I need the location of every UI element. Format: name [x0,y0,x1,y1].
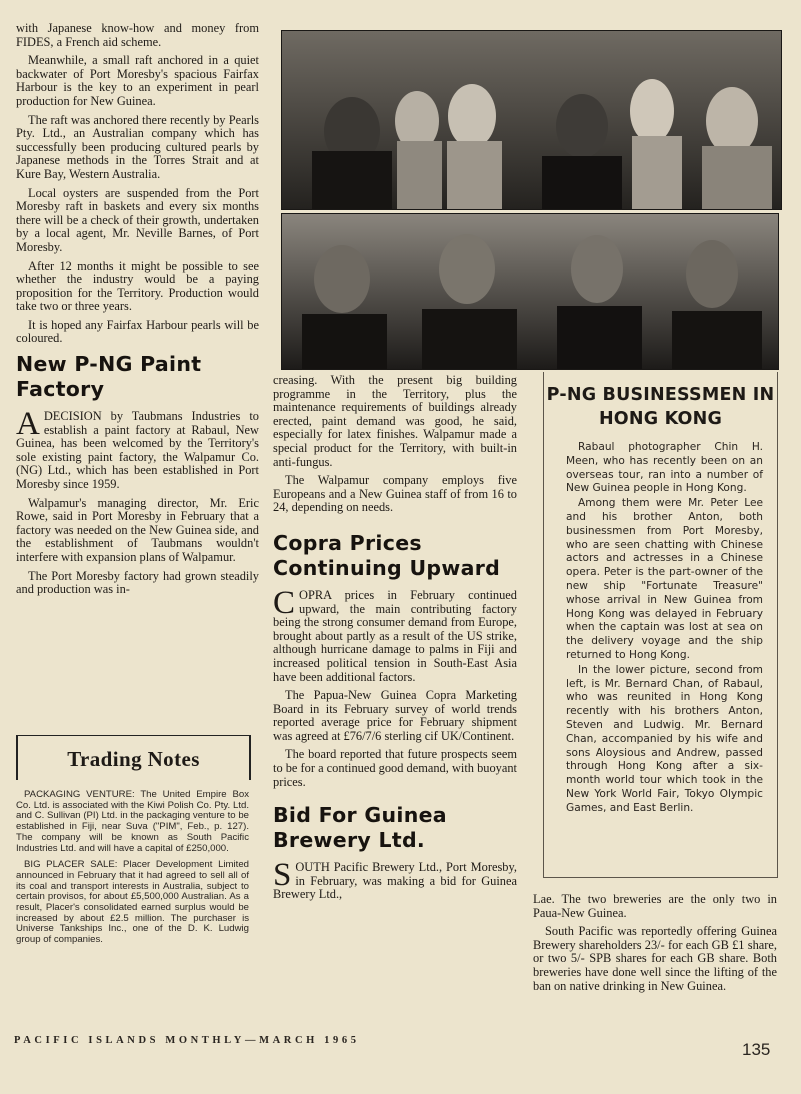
trading-notes-column [16,790,249,952]
paint-dropcap: A [16,406,40,443]
trading-notes-title: Trading Notes [67,747,200,771]
brewery-continued-paragraph: South Pacific was reportedly offering Guinea Brewery shareholders 23/- for each GB £1 share, or two 5/- SPB shares for each GB share. Both breweries have done well since the lifting of the ban on native drinking in New Guinea. [533,924,777,993]
bernard-chan-brothers-photo [281,213,779,370]
brewery-continued-paragraph: Lae. The two breweries are the only two in Paua-New Guinea. [533,892,777,920]
opera-photo-image [282,31,781,209]
column-1 [16,22,259,602]
copra-dropcap: C [273,584,296,621]
sidebar-title: P-NG BUSINESSMEN IN HONG KONG [546,385,775,429]
intro-paragraph: Meanwhile, a small raft anchored in a quiet backwater of Port Moresby's spacious Fairfax Harbour is the key to an experiment in pearl production for New Guinea. [16,53,259,108]
brothers-photo-image [282,214,778,369]
intro-paragraph: It is hoped any Fairfax Harbour pearls will be coloured. [16,317,259,346]
brewery-lead-text: OUTH Pacific Brewery Ltd., Port Moresby, in February, was making a bid for Guinea Brewery Ltd., [273,860,517,902]
copra-paragraph: The Papua-New Guinea Copra Marketing Board in its February survey of world trends reported average price for February shipment was agreed at £76/7/6 sterling cif UK/Continent. [273,688,517,743]
brewery-lead-paragraph [273,857,517,902]
intro-paragraph: with Japanese know-how and money from FIDES, a French aid scheme. [16,21,259,49]
copra-headline: Copra Prices Continuing Upward [273,530,501,580]
paint-continued-paragraph: creasing. With the present big building programme in the Territory, plus the maintenance requirements of buildings already erected, paint demand was good, he said, especially for latex finishes. Walpamur made a special product for the Territory, with built-in anti-fungus. [273,373,517,469]
intro-paragraph: The raft was anchored there recently by Pearls Pty. Ltd., an Australian company which has successfully been producing cultured pearls by Japanese methods in the Torres Strait and at Kure Bay, Western Australia. [16,112,259,181]
trading-notes-box [16,735,251,780]
paint-lead-text: DECISION by Taubmans Industries to establish a paint factory at Rabaul, New Guinea, has been welcomed by the Territory's sole existing paint factory, the Walpamur Co. (NG) Ltd., which has been established in Port Moresby since 1959. [16,409,259,492]
trading-note-item: BIG PLACER SALE: Placer Development Limited announced in February that it had agreed to sell all of its coal and transport interests in Australia, subject to certain provisos, for about £5,500,000 Australian. As a result, Placer's consolidated earned surplus would be increased by about £2.5 million. The purchaser is Universe Tankships Inc., one of the D. K. Ludwig group of companies. [16,859,249,946]
sidebar-paragraph: In the lower picture, second from left, is Mr. Bernard Chan, of Rabaul, who was reunited in Hong Kong recently with his brothers Anton, Steven and Ludwig. Mr. Bernard Chan, accompanied by his wife and sons Aloysious and Andrew, passed through Hong Kong after a six-month world tour which took in the New York World Fair, Tokyo Olympic Games, and East Berlin. [566,663,763,814]
copra-paragraph: The board reported that future prospects seem to be for a continued good demand, with buoyant prices. [273,747,517,789]
column-2 [273,374,517,907]
footer-masthead: PACIFIC ISLANDS MONTHLY—MARCH 1965 [14,1035,360,1046]
sidebar-paragraph: Among them were Mr. Peter Lee and his brother Anton, both businessmen from Port Moresby, who are seen chatting with Chinese actors and actresses in a Chinese opera. Peter is the part-owner of the new ship "Fortunate Treasure" whose arrival in New Guinea from Hong Kong was delayed in February when the captain was lost at sea on the delivery voyage and the ship returned to Hong Kong. [566,497,763,661]
hong-kong-opera-photo [281,30,782,210]
brewery-headline: Bid For Guinea Brewery Ltd. [273,803,447,853]
paint-factory-headline: New P-NG Paint Factory [16,352,202,402]
paint-continued-paragraph: The Walpamur company employs five Europeans and a New Guinea staff of from 16 to 24, depending on needs. [273,473,517,515]
page-number: 135 [742,1040,771,1059]
sidebar-body [544,441,777,816]
column-3-bottom [533,893,777,998]
copra-lead-paragraph [273,584,517,684]
intro-paragraph: After 12 months it might be possible to see whether the industry would be a paying proposition for the Territory. Production would take two or three years. [16,258,259,314]
copra-lead-text: OPRA prices in February continued upward, the main contributing factory being the strong consumer demand from Europe, brought about partly as a result of the US strike, although hurricane damage to palms in Fiji and increased political tension in South-East Asia have been additional factors. [273,587,517,684]
trading-note-item: PACKAGING VENTURE: The United Empire Box Co. Ltd. is associated with the Kiwi Polish Co. Pty. Ltd. and C. Sullivan (PI) Ltd. in the packaging venture to be established in Fiji, near Suva ("PIM", Feb., p. 127). The company will be known as South Pacific Industries Ltd. and will have a capital of £250,000. [16,789,249,854]
paint-paragraph: Walpamur's managing director, Mr. Eric Rowe, said in Port Moresby in February that a factory was needed on the New Guinea side, and the establishment of Taubmans wouldn't interfere with expansion plans of Walpamur. [16,495,259,564]
paint-paragraph: The Port Moresby factory had grown steadily and production was in- [16,568,259,597]
intro-paragraph: Local oysters are suspended from the Port Moresby raft in baskets and every six months there will be a check of their growth, undertaken by a local agent, Mr. Neville Barnes, of Port Moresby. [16,185,259,254]
paint-lead-paragraph [16,406,259,492]
hong-kong-sidebar [543,372,778,878]
sidebar-paragraph: Rabaul photographer Chin H. Meen, who has recently been on an overseas tour, ran into a number of New Guinea people in Hong Kong. [566,441,763,495]
brewery-dropcap: S [273,857,292,894]
